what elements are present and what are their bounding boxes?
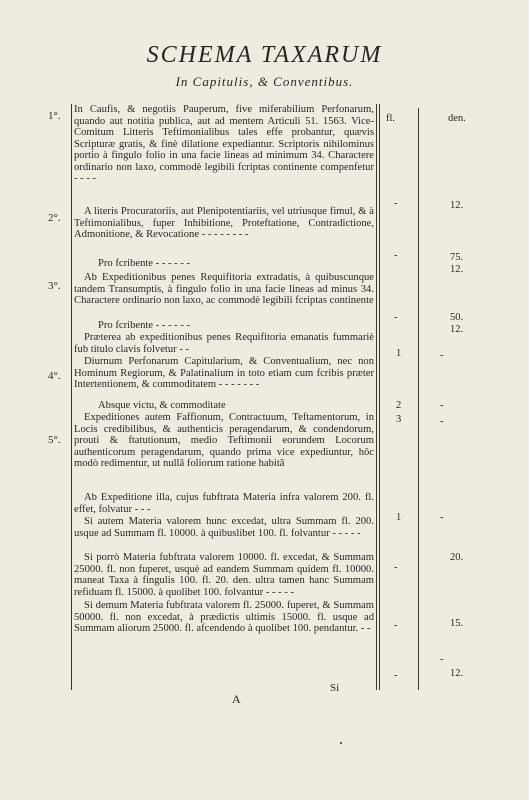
denar-dash: - bbox=[440, 654, 444, 665]
column-header-denars: den. bbox=[448, 113, 466, 124]
tax-schedule-text bbox=[74, 104, 374, 648]
signature-mark: A bbox=[232, 692, 241, 706]
paragraph: Si demum Materia fubftrata valorem fl. 25000. fuperet, & Summam 50000. fl. non excedat, à prædictis ultimis 15000. fl. usque ad Summam aliorum 25000. fl. afcendendo à quolibet 100. pendantur. - - bbox=[74, 600, 374, 634]
paragraph: Si porrò Materia fubftrata valorem 10000. fl. excedat, & Summam 25000. fl. non fuperet, usquè ad eandem Summam quidem fl. 10000. maneat Taxa à fingulis 100. fl. 20. den. ultra tamen hanc Summam refiduam fl. 15000. à quolibet 100. folvantur - - - - - bbox=[74, 552, 374, 598]
florin-dash: - bbox=[394, 670, 398, 681]
text-right-rule-2 bbox=[379, 104, 380, 690]
denar-amount: 12. bbox=[450, 264, 464, 275]
paragraph: Expeditiones autem Faffionum, Contractuum, Teftamentorum, in Locis credibilibus, & authenticis peragendarum, & condendorum, prouti & ftatutionum, medio Teftimonii eorundem Locorum authenticorum peragendarum, quando prima vice expediuntur, hôc modò redimentur, ut nullâ foliorum ratione habitâ bbox=[74, 412, 374, 469]
ink-speck bbox=[340, 742, 342, 744]
denar-amount: 12. bbox=[450, 668, 464, 679]
page-subtitle: In Capitulis, & Conventibus. bbox=[175, 74, 354, 89]
florin-amount: 2 bbox=[396, 400, 402, 411]
paragraph: A literis Procuratoriis, aut Plenipotentiariis, vel utriusque fimul, & à Teftimonialibus, fuper Inhibitione, Proteftatione, Contradictione, Admonitione, & Revocatione - - - - - - - - bbox=[74, 206, 374, 240]
denar-amount: 75. bbox=[450, 252, 464, 263]
denar-dash: - bbox=[440, 416, 444, 427]
florin-dash: - bbox=[394, 312, 398, 323]
text-right-rule-1 bbox=[376, 104, 377, 690]
florin-column-rule bbox=[418, 108, 419, 690]
paragraph: Ab Expeditionibus penes Requifitoria extradatis, à quibuscunque tandem Transumptis, à fingulo folio in una facie lineas ad minus 34. Charactere ordinario non laxo, ac commodè legibili fcriptas continente bbox=[74, 272, 374, 306]
florin-amount: 1 bbox=[396, 348, 402, 359]
florin-dash: - bbox=[394, 620, 398, 631]
column-header-florins: fl. bbox=[386, 113, 396, 124]
section-number: 1°. bbox=[48, 110, 61, 122]
denar-dash: - bbox=[440, 350, 444, 361]
paragraph: Pro fcribente - - - - - - bbox=[98, 320, 191, 331]
paragraph: In Caufis, & negotiis Pauperum, five miferabilium Perfonarum, quando aut notitia publica, aut ad mentem Articuli 51. 1563. Vice-Comitum Litteris Teftimonialibus tales effe probantur, quævis Scripturæ gratis, & finè dilatione expediantur. Scriptoris nihilominus portio à fingulo folio in una facie lineas ad minimum 34. Charactere ordinario non laxo, commodè legibili fcriptas continente compenfetur - - - - bbox=[74, 104, 374, 184]
denar-dash: - bbox=[440, 400, 444, 411]
catchword: Si bbox=[330, 682, 340, 694]
paragraph: Ab Expeditione illa, cujus fubftrata Materia infra valorem 200. fl. effet, folvatur - - - bbox=[74, 492, 374, 515]
denar-amount: 15. bbox=[450, 618, 464, 629]
denar-amount: 20. bbox=[450, 552, 464, 563]
florin-amount: 1 bbox=[396, 512, 402, 523]
page-title: SCHEMA TAXARUM bbox=[146, 42, 383, 68]
denar-amount: 12. bbox=[450, 324, 464, 335]
denar-amount: 12. bbox=[450, 200, 464, 211]
florin-dash: - bbox=[394, 250, 398, 261]
paragraph: Si autem Materia valorem hunc excedat, ultra Summam fl. 200. usque ad Summam fl. 10000. à quibuslibet 100. fl. folvantur - - - - - bbox=[74, 516, 374, 539]
left-rule bbox=[71, 104, 72, 690]
section-number: 4°. bbox=[48, 370, 61, 382]
florin-amount: 3 bbox=[396, 414, 402, 425]
florin-dash: - bbox=[394, 562, 398, 573]
section-number: 5°. bbox=[48, 434, 61, 446]
section-number: 2°. bbox=[48, 212, 61, 224]
denar-amount: 50. bbox=[450, 312, 464, 323]
paragraph: Præterea ab expeditionibus penes Requifitoria emanatis fummariè fub titulo clavis folvetur - - bbox=[74, 332, 374, 355]
denar-dash: - bbox=[440, 512, 444, 523]
florin-dash: - bbox=[394, 198, 398, 209]
section-number: 3°. bbox=[48, 280, 61, 292]
paragraph: Pro fcribente - - - - - - bbox=[98, 258, 191, 269]
paragraph: Absque victu, & commoditate bbox=[98, 400, 226, 411]
paragraph: Diurnum Perfonarum Capitularium, & Conventualium, nec non Hominum Regiorum, & Palatinalium in toto etiam cum fcribis præter Intertentionem, & commoditatem - - - - - - - bbox=[74, 356, 374, 390]
